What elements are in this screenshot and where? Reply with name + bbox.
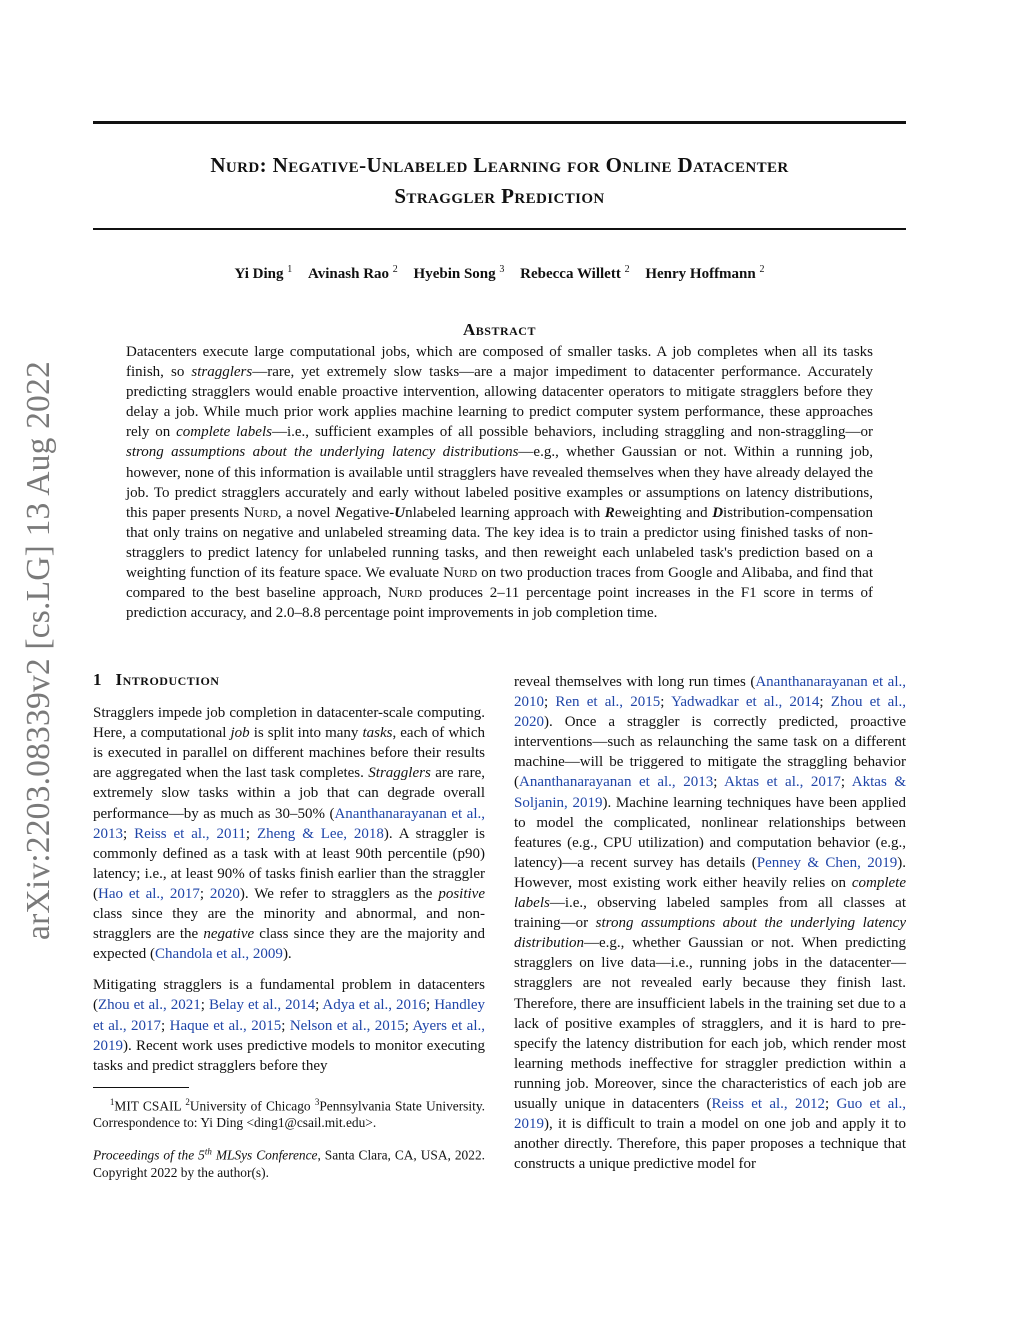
affiliations-footnote: $^1$MIT CSAIL $^2$University of Chicago $^3$Pennsylvania State University. Correspondence to: Yi Ding <ding1@csail.mit.edu>. [93, 1096, 485, 1131]
abstract-heading: Abstract [463, 320, 536, 339]
citation-link[interactable]: Ananthanarayanan et al., 2010 [514, 674, 907, 711]
citation-link[interactable]: Yadwadkar et al., 2014 [671, 694, 820, 711]
citation-link[interactable]: Belay et al., 2014 [208, 997, 316, 1014]
citation-link[interactable]: Nelson et al., 2015 [289, 1017, 405, 1034]
author: Avinash Rao $^2$ [308, 264, 398, 282]
title-top-rule [93, 121, 906, 124]
citation-link[interactable]: Ayers et al., 2019 [93, 1017, 486, 1054]
citation-link[interactable]: Zhou et al., 2020 [514, 694, 906, 731]
intro-paragraph-2: Mitigating stragglers is a fundamental problem in datacenters (Zhou et al., 2021; Belay et al., 2014; Adya et al., 2016; Handley et al., 2017; Haque et al., 2015; Nelson et al., 2015; Ayers et al., 2019). Recent work uses predictive models to monitor executing tasks and predict stragglers before they [93, 977, 486, 1074]
citation-link[interactable]: Reiss et al., 2011 [134, 825, 246, 842]
citation-link[interactable]: Penney & Chen, 2019 [756, 854, 898, 871]
citation-link[interactable]: Ananthanarayanan et al., 2013 [519, 774, 714, 791]
citation-link[interactable]: Hao et al., 2017 [98, 885, 200, 902]
citation-link[interactable]: Ananthanarayanan et al., 2013 [93, 805, 486, 842]
title-line-2: Straggler Prediction [394, 184, 605, 208]
citation-link[interactable]: Adya et al., 2016 [322, 997, 427, 1014]
author-list [93, 264, 906, 283]
author: Hyebin Song $^3$ [413, 264, 505, 282]
citation-link[interactable]: Guo et al., 2019 [514, 1095, 907, 1133]
citation-link[interactable]: Handley et al., 2017 [93, 997, 486, 1034]
citation-link[interactable]: Aktas et al., 2017 [724, 774, 841, 791]
citation-link[interactable]: Zhou et al., 2021 [98, 997, 201, 1014]
citation-link[interactable]: Reiss et al., 2012 [711, 1095, 825, 1112]
arxiv-identifier: arXiv:2203.08339v2 [cs.LG] 13 Aug 2022 [20, 361, 57, 940]
citation-link[interactable]: Ren et al., 2015 [555, 694, 661, 711]
intro-paragraph-continued: reveal themselves with long run times (Ananthanarayanan et al., 2010; Ren et al., 2015; Yadwadkar et al., 2014; Zhou et al., 2020). Once a straggler is correctly predicted, proactive interventions—such as relaunching the same task on a different machine—will be triggered to mitigate the straggling behavior (Ananthanarayanan et al., 2013; Aktas et al., 2017; Aktas & Soljanin, 2019). Machine learning techniques have been applied to model the complicated, nonlinear relationships between features (e.g., CPU utilization) and computation behavior (e.g., latency)—a recent survey has details (Penney & Chen, 2019). However, most existing work either heavily relies on complete labels—i.e., observing labeled samples from all classes at training—or strong assumptions about the underlying latency distribution—e.g., whether Gaussian or not. When predicting stragglers on live data—i.e., running jobs in the datacenter—stragglers are not revealed early because they finish last. Therefore, there are insufficient labels in the training set due to a lack of positive examples of stragglers, and it is hard to pre-specify the latency distribution for each job, which render most learning methods ineffective for straggler prediction within a running job. Moreover, since the characteristics of each job are usually unique in datacenters (Reiss et al., 2012; Guo et al., 2019), it is difficult to train a model on one job and apply it to another directly. Therefore, this paper proposes a technique that constructs a unique predictive model for [514, 674, 907, 1173]
paper-title [93, 150, 906, 212]
citation-link[interactable]: Zheng & Lee, 2018 [256, 825, 384, 842]
author: Rebecca Willett $^2$ [520, 264, 630, 282]
title-line-1: Nurd: Negative-Unlabeled Learning for Online Datacenter [210, 153, 789, 177]
citation-link[interactable]: Aktas & Soljanin, 2019 [514, 774, 907, 811]
footnote-rule [93, 1087, 189, 1088]
right-column [514, 672, 906, 1185]
title-bottom-rule [93, 228, 906, 230]
citation-link[interactable]: Haque et al., 2015 [169, 1017, 282, 1034]
section-heading: 1 Introduction [93, 670, 220, 689]
citation-link[interactable]: 2020 [209, 885, 240, 902]
abstract-body: Datacenters execute large computational jobs, which are composed of smaller tasks. A job completes when all its tasks finish, so stragglers—rare, yet extremely slow tasks—are a major impediment to datacenter performance. Accurately predicting stragglers would enable proactive intervention, allowing datacenter operators to mitigate stragglers before they delay a job. While much prior work applies machine learning to predict computer system performance, these approaches rely on complete labels—i.e., sufficient examples of all possible behaviors, including straggling and non-straggling—or strong assumptions about the underlying latency distributions—e.g., whether Gaussian or not. Within a running job, however, none of this information is available until stragglers have revealed themselves when they have already delayed the job. To predict stragglers accurately and early without labeled positive examples or assumptions on latency distributions, this paper presents Nurd, a novel Negative-Unlabeled learning approach with Reweighting and Distribution-compensation that only trains on negative and unlabeled streaming data. The key idea is to train a predictor using finished tasks of non-stragglers to predict latency for unlabeled running tasks, and then reweight each unlabeled task's prediction based on a weighting function of its feature space. We evaluate Nurd on two production traces from Google and Alibaba, and find that compared to the best baseline approach, Nurd produces 2–11 percentage point increases in the F1 score in terms of prediction accuracy, and 2.0–8.8 percentage point improvements in job completion time. [126, 344, 874, 622]
author: Yi Ding $^1$ [234, 264, 293, 282]
proceedings-footnote: Proceedings of the 5th MLSys Conference, Santa Clara, CA, USA, 2022. Copyright 2022 by the author(s). [93, 1146, 485, 1180]
author: Henry Hoffmann $^2$ [645, 264, 765, 282]
left-column [93, 670, 485, 1193]
citation-link[interactable]: Chandola et al., 2009 [155, 946, 283, 963]
intro-paragraph-1: Stragglers impede job completion in datacenter-scale computing. Here, a computational job is split into many tasks, each of which is executed in parallel on different machines before their results are aggregated when the last task completes. Stragglers are rare, extremely slow tasks within a job that can degrade overall performance—by as much as 30–50% (Ananthanarayanan et al., 2013; Reiss et al., 2011; Zheng & Lee, 2018). A straggler is commonly defined as a task with at least 90th percentile (p90) latency; i.e., at least 90% of tasks finish earlier than the straggler (Hao et al., 2017; 2020). We refer to stragglers as the positive class since they are the minority and abnormal, and non-stragglers are the negative class since they are the majority and expected (Chandola et al., 2009). [93, 705, 486, 963]
